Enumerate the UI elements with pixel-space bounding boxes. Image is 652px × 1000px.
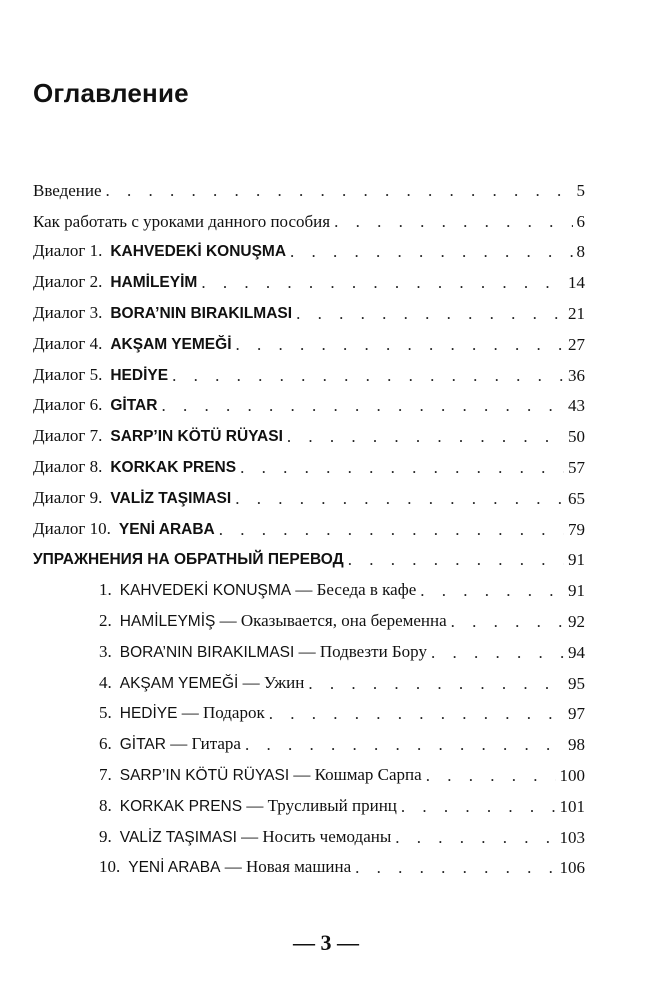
- dialog-title: AKŞAM YEMEĞİ: [110, 335, 232, 353]
- dot-leader: [240, 458, 564, 478]
- toc-exercise-entry[interactable]: [33, 786, 585, 817]
- toc-entry-label: Как работать с уроками данного пособия: [33, 211, 331, 231]
- dialog-title: BORA’NIN BIRAKILMASI: [110, 304, 293, 322]
- table-of-contents: [33, 170, 585, 878]
- exercise-turkish-title: AKŞAM YEMEĞİ: [119, 674, 239, 692]
- dialog-title: VALİZ TAŞIMASI: [110, 489, 232, 507]
- exercise-turkish-title: HAMİLEYMİŞ: [119, 612, 216, 630]
- dialog-prefix: Диалог 9.: [33, 487, 103, 507]
- toc-entry-page: 6: [576, 211, 585, 231]
- dot-leader: [308, 674, 564, 694]
- toc-dialog-entry[interactable]: [33, 478, 585, 509]
- toc-entry[interactable]: [33, 201, 585, 232]
- dot-leader: [269, 704, 564, 724]
- exercise-russian-title: — Оказывается, она беременна: [215, 610, 447, 630]
- dot-leader: [236, 335, 564, 355]
- section-title: УПРАЖНЕНИЯ НА ОБРАТНЫЙ ПЕРЕВОД: [33, 551, 344, 569]
- page-title: Оглавление: [33, 78, 189, 108]
- toc-entry-page: 8: [576, 242, 585, 262]
- dialog-prefix: Диалог 3.: [33, 302, 103, 322]
- toc-entry-page: 92: [568, 611, 585, 631]
- exercise-turkish-title: GİTAR: [119, 736, 166, 754]
- exercise-number: 4.: [99, 672, 112, 692]
- toc-entry-page: 91: [568, 581, 585, 601]
- dot-leader: [426, 766, 556, 786]
- toc-entry-page: 43: [568, 396, 585, 416]
- exercise-number: 3.: [99, 641, 112, 661]
- dialog-title: GİTAR: [110, 397, 158, 415]
- exercise-turkish-title: VALİZ TAŞIMASI: [119, 828, 237, 846]
- exercise-russian-title: — Беседа в кафе: [291, 580, 417, 600]
- toc-dialog-entry[interactable]: [33, 416, 585, 447]
- exercise-russian-title: — Кошмар Сарпа: [289, 764, 422, 784]
- dot-leader: [219, 520, 564, 540]
- toc-dialog-entry[interactable]: [33, 386, 585, 417]
- toc-exercise-entry[interactable]: [33, 601, 585, 632]
- dot-leader: [420, 581, 564, 601]
- dialog-prefix: Диалог 4.: [33, 333, 103, 353]
- toc-exercise-entry[interactable]: [33, 817, 585, 848]
- dot-leader: [401, 797, 556, 817]
- dialog-prefix: Диалог 6.: [33, 395, 103, 415]
- toc-entry-page: 21: [568, 303, 585, 323]
- exercise-number: 5.: [99, 703, 112, 723]
- toc-exercise-entry[interactable]: [33, 848, 585, 879]
- dot-leader: [235, 489, 564, 509]
- toc-exercise-entry[interactable]: [33, 755, 585, 786]
- toc-dialog-entry[interactable]: [33, 447, 585, 478]
- exercise-russian-title: — Трусливый принц: [242, 795, 397, 815]
- toc-entry-page: 101: [559, 796, 585, 816]
- toc-exercise-entry[interactable]: [33, 663, 585, 694]
- dot-leader: [451, 612, 564, 632]
- exercise-russian-title: — Ужин: [238, 672, 305, 692]
- toc-exercise-entry[interactable]: [33, 570, 585, 601]
- toc-entry-page: 100: [559, 765, 585, 785]
- exercise-turkish-title: BORA’NIN BIRAKILMASI: [119, 643, 295, 661]
- dialog-title: KORKAK PRENS: [110, 458, 237, 476]
- toc-entry-page: 79: [568, 519, 585, 539]
- exercise-number: 9.: [99, 826, 112, 846]
- toc-dialog-entry[interactable]: [33, 355, 585, 386]
- toc-entry-page: 65: [568, 488, 585, 508]
- dialog-prefix: Диалог 5.: [33, 364, 103, 384]
- toc-entry-page: 95: [568, 673, 585, 693]
- dot-leader: [395, 828, 555, 848]
- exercise-number: 7.: [99, 764, 112, 784]
- dot-leader: [245, 735, 564, 755]
- exercise-number: 1.: [99, 580, 112, 600]
- toc-entry-page: 97: [568, 704, 585, 724]
- toc-entry-page: 103: [559, 827, 585, 847]
- toc-entry-page: 5: [576, 180, 585, 200]
- dialog-prefix: Диалог 8.: [33, 456, 103, 476]
- toc-entry-page: 98: [568, 735, 585, 755]
- toc-exercise-entry[interactable]: [33, 724, 585, 755]
- exercise-number: 6.: [99, 734, 112, 754]
- toc-section-exercises[interactable]: [33, 540, 585, 571]
- toc-entry-page: 57: [568, 457, 585, 477]
- toc-entry[interactable]: [33, 170, 585, 201]
- toc-entry-label: Введение: [33, 180, 102, 200]
- toc-entry-page: 91: [568, 550, 585, 570]
- dialog-title: HAMİLEYİM: [110, 274, 198, 292]
- exercise-turkish-title: SARP’IN KÖTÜ RÜYASI: [119, 766, 290, 784]
- exercise-russian-title: — Подарок: [177, 703, 265, 723]
- toc-dialog-entry[interactable]: [33, 293, 585, 324]
- toc-entry-page: 50: [568, 427, 585, 447]
- dialog-prefix: Диалог 7.: [33, 426, 103, 446]
- exercise-turkish-title: KAHVEDEKİ KONUŞMA: [119, 582, 292, 600]
- toc-exercise-entry[interactable]: [33, 632, 585, 663]
- dot-leader: [201, 273, 564, 293]
- dialog-title: YENİ ARABA: [118, 520, 215, 538]
- dialog-title: HEDİYE: [110, 366, 169, 384]
- dot-leader: [106, 181, 573, 201]
- dot-leader: [287, 427, 564, 447]
- exercise-russian-title: — Носить чемоданы: [236, 826, 392, 846]
- toc-entry-page: 14: [568, 273, 585, 293]
- exercise-russian-title: — Гитара: [165, 734, 241, 754]
- page-number: — 3 —: [293, 930, 359, 955]
- toc-dialog-entry[interactable]: [33, 232, 585, 263]
- exercise-turkish-title: KORKAK PRENS: [119, 797, 243, 815]
- dialog-title: KAHVEDEKİ KONUŞMA: [110, 243, 287, 261]
- toc-dialog-entry[interactable]: [33, 262, 585, 293]
- toc-dialog-entry[interactable]: [33, 324, 585, 355]
- dialog-prefix: Диалог 2.: [33, 272, 103, 292]
- dot-leader: [334, 212, 572, 232]
- dot-leader: [296, 304, 564, 324]
- exercise-turkish-title: HEDİYE: [119, 705, 178, 723]
- dialog-title: SARP’IN KÖTÜ RÜYASI: [110, 428, 283, 446]
- dot-leader: [290, 242, 572, 262]
- toc-entry-page: 94: [568, 642, 585, 662]
- dot-leader: [431, 643, 564, 663]
- exercise-number: 10.: [99, 857, 121, 877]
- dialog-prefix: Диалог 10.: [33, 518, 111, 538]
- dialog-prefix: Диалог 1.: [33, 241, 103, 261]
- toc-entry-page: 27: [568, 334, 585, 354]
- dot-leader: [161, 396, 564, 416]
- exercise-turkish-title: YENİ ARABA: [128, 859, 221, 877]
- exercise-russian-title: — Новая машина: [220, 857, 352, 877]
- exercise-russian-title: — Подвезти Бору: [294, 641, 427, 661]
- dot-leader: [348, 550, 564, 570]
- exercise-number: 2.: [99, 610, 112, 630]
- dot-leader: [355, 858, 555, 878]
- dot-leader: [172, 366, 564, 386]
- toc-entry-page: 106: [559, 858, 585, 878]
- toc-entry-page: 36: [568, 365, 585, 385]
- toc-dialog-entry[interactable]: [33, 509, 585, 540]
- exercise-number: 8.: [99, 795, 112, 815]
- toc-exercise-entry[interactable]: [33, 694, 585, 725]
